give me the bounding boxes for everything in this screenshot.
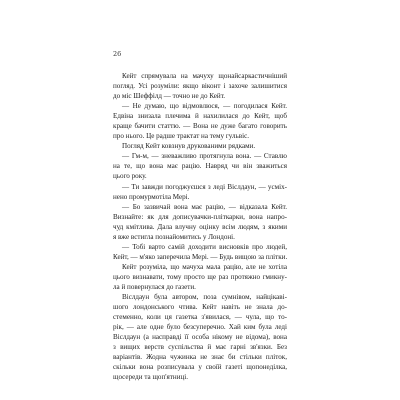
page-number: 26 — [113, 50, 122, 58]
text-line: стеменно, коли ця газетка з'явилася, — чула, що то- — [113, 313, 287, 322]
text-line: щосереди та щоп'ятниці. — [113, 373, 189, 382]
text-line: цього визнавати, тому просто ще раз протяжно гмикну- — [113, 272, 287, 281]
text-line: Погляд Кейт ковзнув друкованими рядками. — [122, 142, 256, 151]
text-line: Кейт, — м'яко заперечила Мері. — Будь вищою за плітки. — [113, 252, 287, 261]
text-line: — Тобі варто самій доходити висновків про людей, — [122, 242, 287, 251]
text-line: Визнайте: як для дописувачки-пліткарки, вона напро- — [113, 212, 287, 221]
text-line: варіантів. Жодна чужинка не знає би стільки пліток, — [113, 353, 287, 362]
text-line: про нього. Це радше трактат на тему гульвіс. — [113, 132, 249, 141]
body-text — [113, 71, 287, 382]
text-line: скільки вона розписувала у своїй газеті щопонеділка, — [113, 363, 287, 372]
text-line: шого лондонського чтива. Кейт навіть не знала до- — [113, 303, 287, 312]
text-line: ла й повернулася до газети. — [113, 282, 196, 291]
text-line: на те, що вона має рацію. Навряд чи він зважиться — [113, 162, 287, 171]
text-line: — Ти завжди погоджуєшся з леді Віслдаун, — усміх- — [122, 182, 287, 191]
text-line: Кейт спрямувала на мачуху щонайсаркастичніший — [122, 72, 287, 80]
text-line: — Гм-м, — зневажливо протягнула вона. — Ставлю — [122, 152, 287, 161]
text-line: рік, — але одне було безсуперечно. Хай ким була леді — [113, 323, 287, 332]
text-line: я вже встигла познайомитись у Лондоні. — [113, 232, 235, 241]
text-line: погляд. Усі розуміли: якщо віконт і захоче залишитися — [113, 82, 287, 91]
text-line: Віслдаун (а насправді її особа нікому не відома), вона — [113, 333, 287, 342]
text-line: Едвіна знизала плечима й нахилилася до Кейт, щоб — [113, 112, 287, 121]
text-line: краще бачити статтю. — Вона не дуже багато говорить — [113, 122, 287, 131]
text-line: до міс Шеффілд — точно не до Кейт. — [113, 92, 226, 101]
text-line: Віслдаун була автором, поза сумнівом, найцікаві- — [122, 293, 287, 302]
text-line: чуд кмітлива. Дала влучну оцінку всім людям, з якими — [113, 222, 287, 231]
text-line: з вищих верств суспільства й має гарні зв'язки. Без — [113, 343, 287, 352]
text-line: — Бо зазвичай вона має рацію, — відказала Кейт. — [122, 202, 287, 211]
text-line: — Не думаю, що відмовлюся, — погодилася Кейт. — [122, 102, 287, 111]
text-line: Кейт розуміла, що мачуха мала рацію, але не хотіла — [122, 262, 287, 271]
text-line: нено промурмотіла Мері. — [113, 192, 190, 201]
text-line: цього року. — [113, 172, 147, 181]
